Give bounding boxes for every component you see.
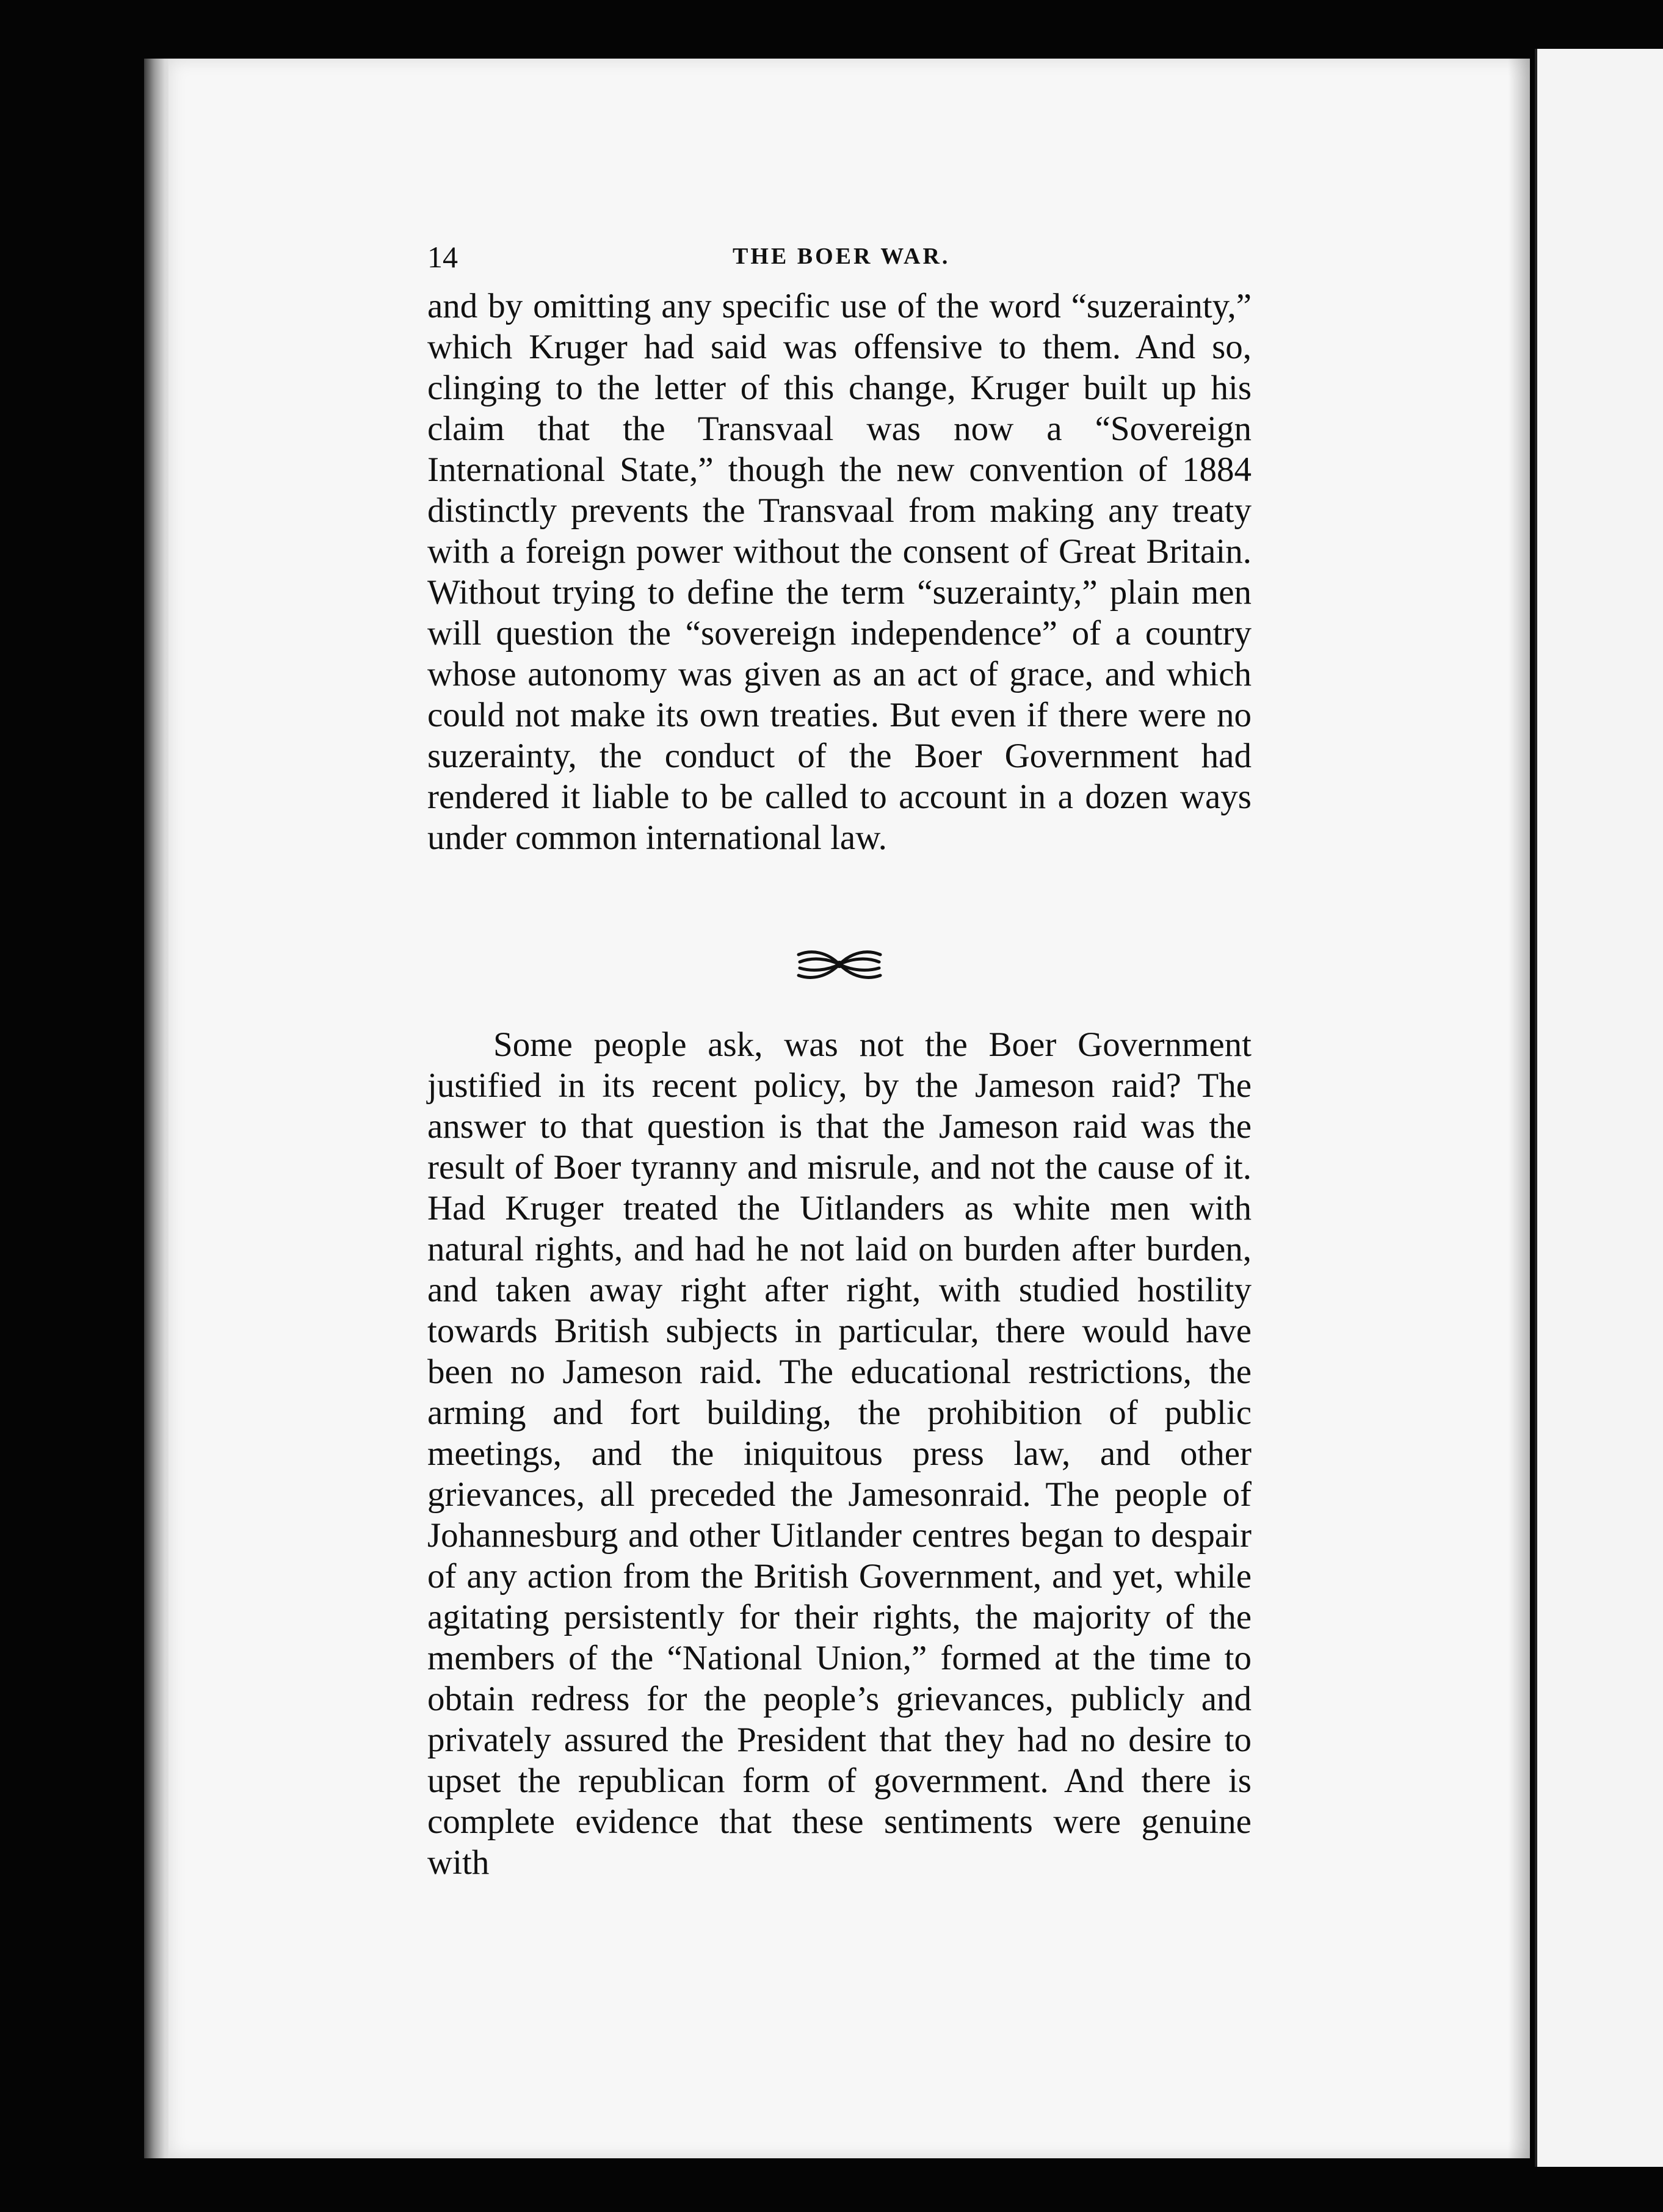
paragraph-2: Some people ask, was not the Boer Government justified in its recent policy, by the Jameson raid? The answer to that question is that the Jameson raid was the result of Boer tyranny and misrule, and not the cause of it. Had Kruger treated the Uitlanders as white men with natural rights, and had he not laid on burden after burden, and taken away right after right, with studied hostility towards British subjects in particular, there would have been no Jameson raid. The educational restrictions, the arming and fort building, the prohibition of public meetings, and the iniquitous press law, and other grievances, all preceded the Jamesonraid. The people of Johannesburg and other Uitlander centres began to despair of any action from the British Government, and yet, while agitating persistently for their rights, the majority of the members of the “National Union,” formed at the time to obtain redress for the people’s grievances, publicly and privately assured the President that they had no desire to upset the republican form of government. And there is complete evidence that these sentiments were genuine with [427,1025,1252,1882]
printers-ornament-icon [794,940,885,989]
facing-page-edge [1535,49,1663,2167]
running-head [427,239,1404,276]
page-gutter-shadow [1508,59,1532,2158]
page-number: 14 [427,240,458,274]
paragraph-1: and by omitting any specific use of the word “suzerainty,” which Kruger had said was offensive to them. And so, clinging to the letter of this change, Kruger built up his claim that the Transvaal was now a “Sovereign International State,” though the new convention of 1884 distinctly prevents the Transvaal from making any treaty with a foreign power without the consent of Great Britain. Without trying to define the term “suzerainty,” plain men will question the “sovereign independence” of a country whose autonomy was given as an act of grace, and which could not make its own treaties. But even if there were no suzerainty, the conduct of the Boer Government had rendered it liable to be called to account in a dozen ways under common international law. [427,287,1252,857]
running-head-title: THE BOER WAR. [733,244,951,269]
ornament-graphic [794,940,885,989]
